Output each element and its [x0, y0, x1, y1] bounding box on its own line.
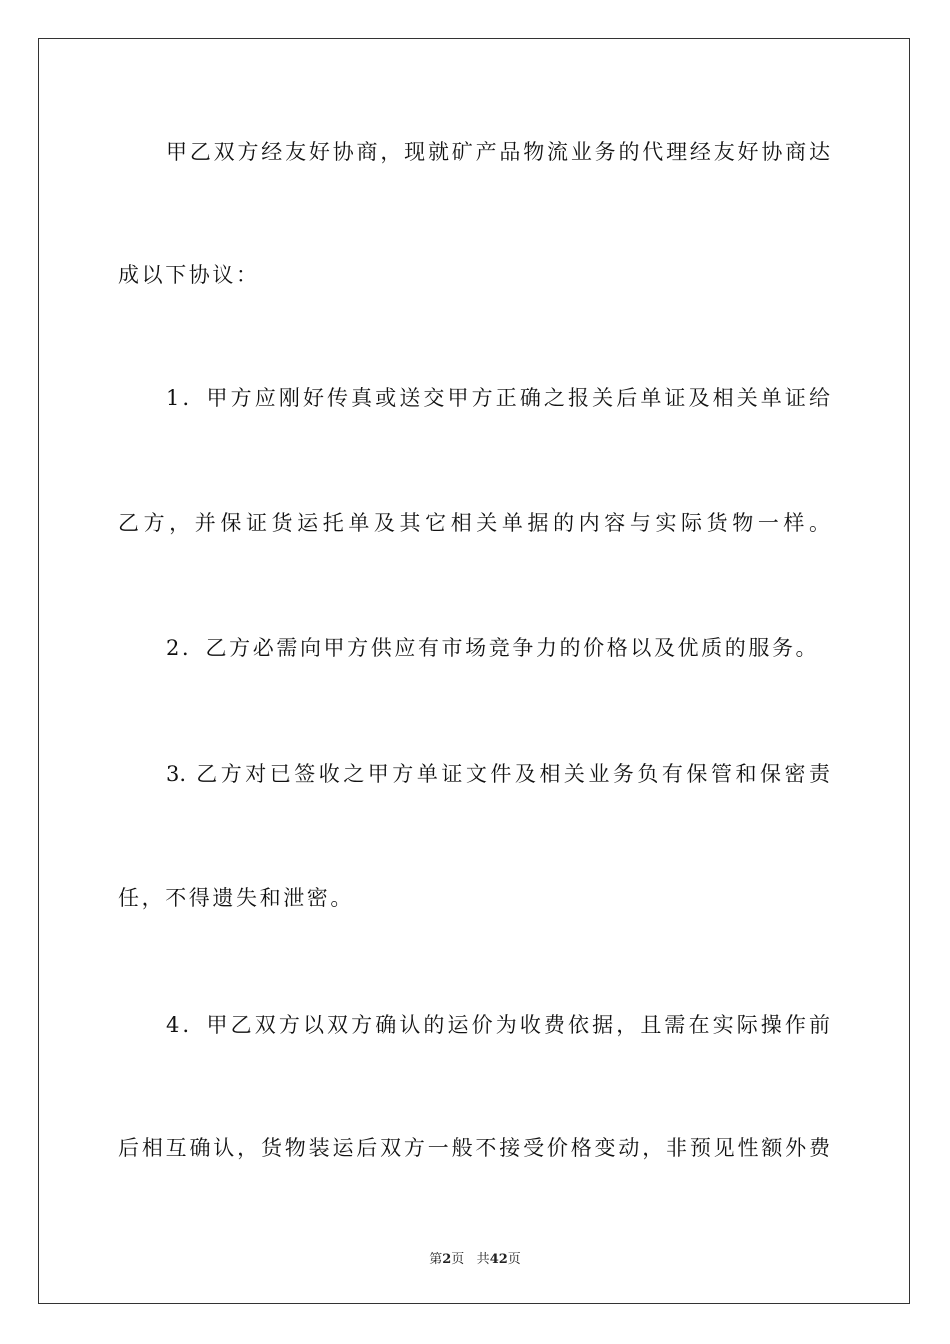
- paragraph-line: 4．甲乙双方以双方确认的运价为收费依据，且需在实际操作前: [166, 1013, 830, 1037]
- paragraph-line: 成以下协议：: [118, 263, 260, 287]
- paragraph-line: 2．乙方必需向甲方供应有市场竞争力的价格以及优质的服务。: [166, 636, 820, 660]
- page-border: [38, 38, 910, 1304]
- page-footer: [0, 1248, 950, 1267]
- paragraph-line: 1．甲方应刚好传真或送交甲方正确之报关后单证及相关单证给: [166, 386, 830, 410]
- paragraph-line: 乙方，并保证货运托单及其它相关单据的内容与实际货物一样。: [118, 511, 830, 535]
- footer-total-suffix: 页: [507, 1252, 521, 1267]
- paragraph-line: 后相互确认，货物装运后双方一般不接受价格变动，非预见性额外费: [118, 1136, 830, 1160]
- footer-total-prefix: 共: [476, 1252, 490, 1267]
- footer-total-pages: 42: [489, 1252, 508, 1267]
- paragraph-line: 3. 乙方对已签收之甲方单证文件及相关业务负有保管和保密责: [166, 762, 830, 786]
- footer-prefix: 第: [429, 1252, 443, 1267]
- paragraph-line: 甲乙双方经友好协商，现就矿产品物流业务的代理经友好协商达: [166, 140, 830, 164]
- footer-page-number: 2: [442, 1252, 452, 1267]
- paragraph-line: 任，不得遗失和泄密。: [118, 886, 354, 910]
- footer-page-suffix: 页: [451, 1252, 465, 1267]
